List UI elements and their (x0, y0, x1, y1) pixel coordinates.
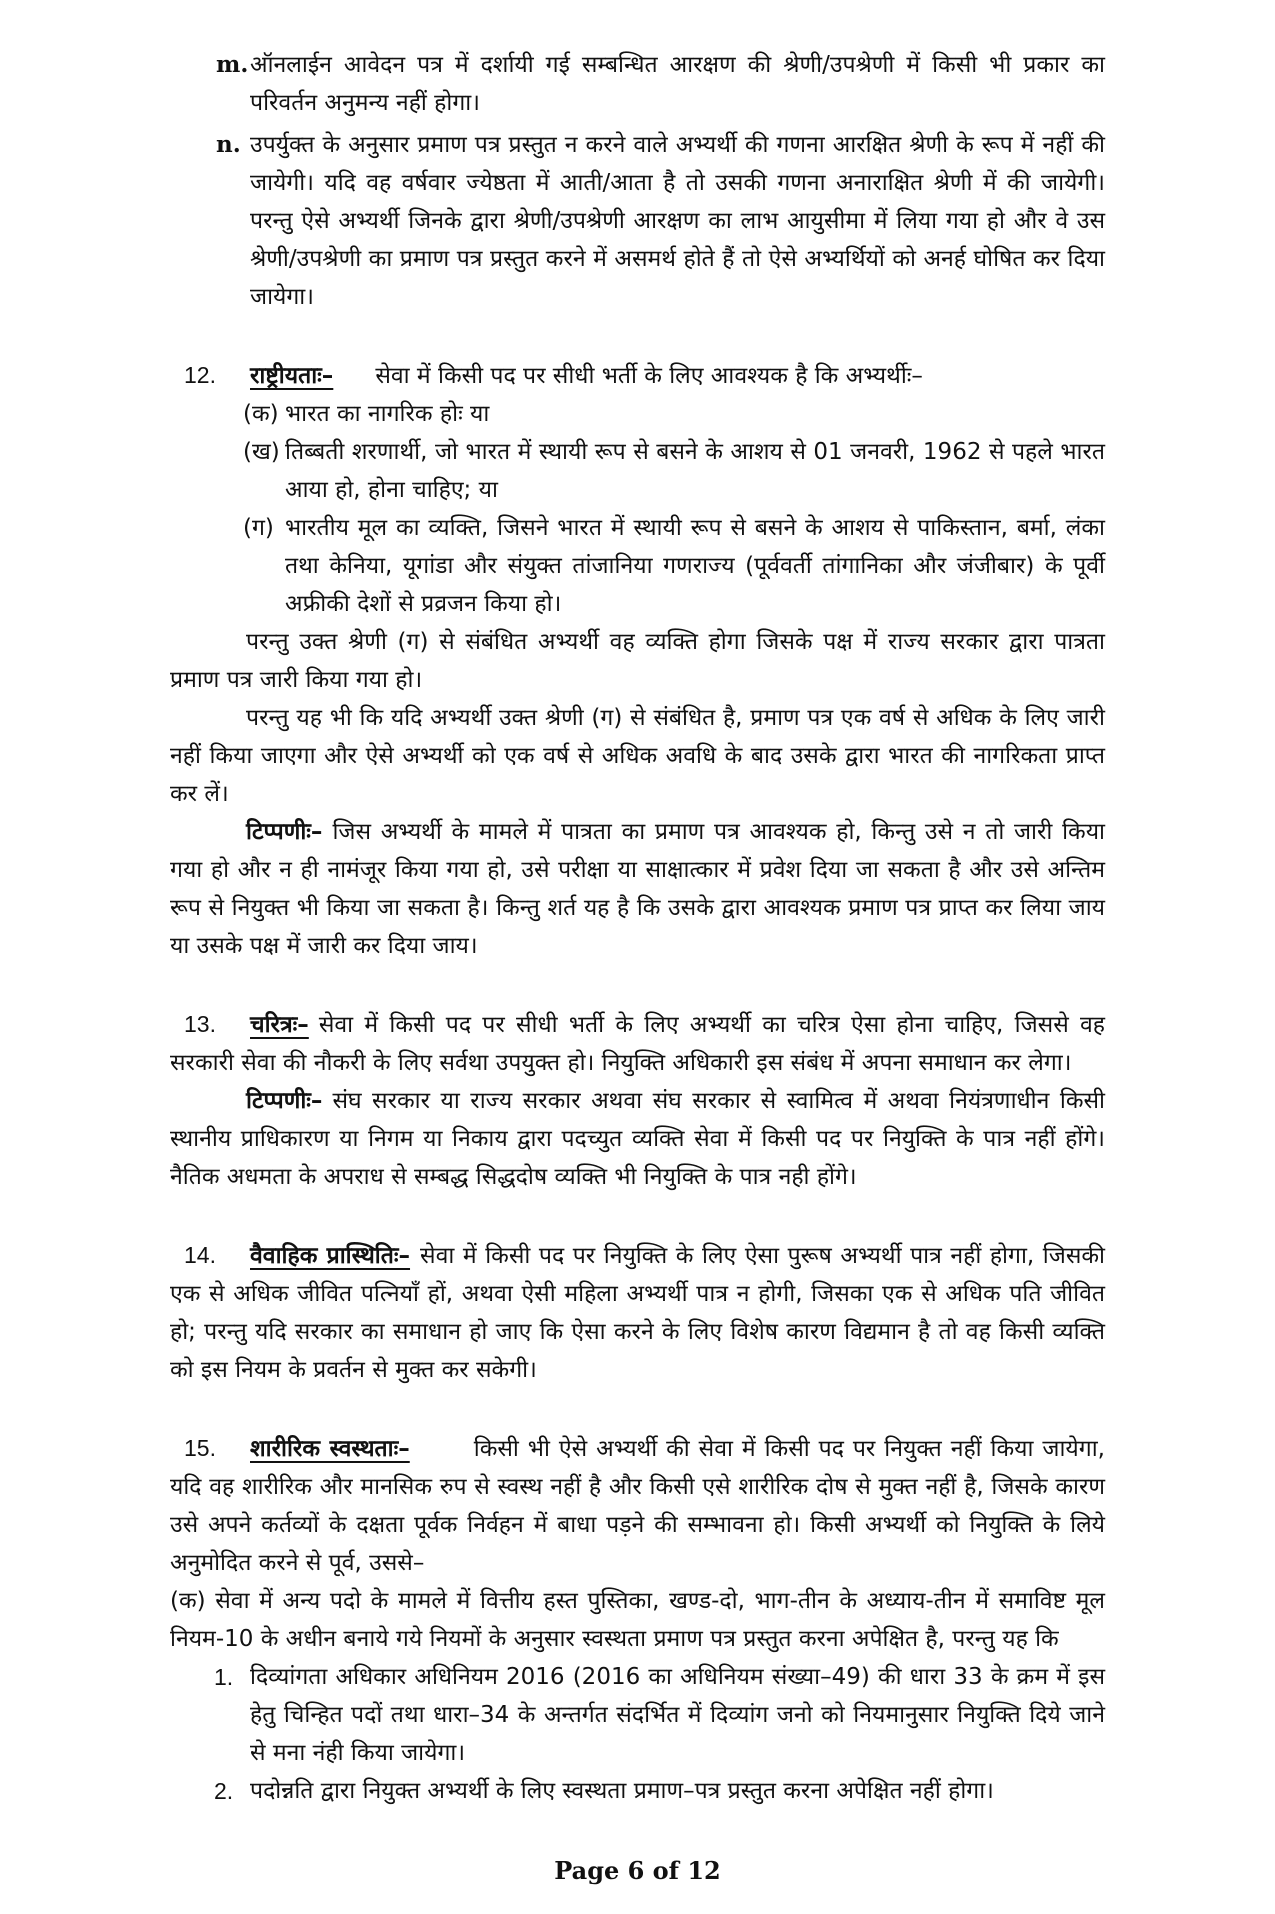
section-12-heading: राष्ट्रीयताः– (250, 363, 334, 389)
section-13-note (170, 1082, 1105, 1196)
section-12-intro-text: सेवा में किसी पद पर सीधी भर्ती के लिए आवश्यक है कि अभ्यर्थीः– (375, 363, 923, 389)
section-13-heading: चरित्रः– (250, 1012, 309, 1038)
page-footer: Page 6 of 12 (554, 1856, 721, 1885)
section-15-body-text: किसी भी ऐसे अभ्यर्थी की सेवा में किसी पद पर नियुक्त नहीं किया जायेगा, यदि वह शारीरिक और मानसिक रुप से स्वस्थ नहीं है और किसी एसे शारीरिक दोष से मुक्त नहीं है, जिसके कारण उसे अपने कर्तव्यों के दक्षता पूर्वक निर्वहन में बाधा पड़ने की सम्भावना हो। किसी अभ्यर्थी को नियुक्ति के लिये अनुमोदित करने से पूर्व, उससे– (170, 1436, 1105, 1576)
section-15-item-1-text: दिव्यांगता अधिकार अधिनियम 2016 (2016 का अधिनियम संख्या–49) की धारा 33 के क्रम में इस हेतु चिन्हित पदों तथा धारा–34 के अन्तर्गत संदर्भित में दिव्यांग जनो को नियमानुसार नियुक्ति दिये जाने से मना नंही किया जायेगा। (250, 1664, 1105, 1766)
section-13-body-text: सेवा में किसी पद पर सीधी भर्ती के लिए अभ्यर्थी का चरित्र ऐसा होना चाहिए, जिससे वह सरकारी सेवा की नौकरी के लिए सर्वथा उपयुक्त हो। नियुक्ति अधिकारी इस संबंध में अपना समाधान कर लेगा। (170, 1012, 1105, 1076)
section-15-heading: शारीरिक स्वस्थताः– (250, 1436, 410, 1462)
section-12-note-text: जिस अभ्यर्थी के मामले में पात्रता का प्रमाण पत्र आवश्यक हो, किन्तु उसे न तो जारी किया गया हो और न ही नामंजूर किया गया हो, उसे परीक्षा या साक्षात्कार में प्रवेश दिया जा सकता है और उसे अन्तिम रूप से नियुक्त भी किया जा सकता है। किन्तु शर्त यह है कि उसके द्वारा आवश्यक प्रमाण पत्र प्राप्त कर लिया जाय या उसके पक्ष में जारी कर दिया जाय। (170, 819, 1105, 959)
section-12-item-ka-text: भारत का नागरिक होः या (285, 401, 490, 427)
section-15-item-2 (170, 1772, 1105, 1810)
section-14-body-text: सेवा में किसी पद पर नियुक्ति के लिए ऐसा पुरूष अभ्यर्थी पात्र नहीं होगा, जिसकी एक से अधिक जीवित पत्नियाँ हों, अथवा ऐसी महिला अभ्यर्थी पात्र न होगी, जिसका एक से अधिक पति जीवित हो; परन्तु यदि सरकार का समाधान हो जाए कि ऐसा करने के लिए विशेष कारण विद्यमान है तो वह किसी व्यक्ति को इस नियम के प्रवर्तन से मुक्त कर सकेगी। (170, 1243, 1105, 1383)
section-12-item-ga-marker: (ग) (243, 515, 274, 541)
section-13-note-label: टिप्पणीः– (246, 1088, 323, 1114)
section-12-nationality (170, 356, 1105, 965)
section-15-physical-fitness (170, 1429, 1105, 1810)
section-12-intro-paragraph (170, 356, 1105, 395)
section-15-number: 15. (184, 1435, 216, 1461)
section-13-note-text: संघ सरकार या राज्य सरकार अथवा संघ सरकार से स्वामित्व में अथवा नियंत्रणाधीन किसी स्थानीय प्राधिकारण या निगम या निकाय द्वारा पदच्युत व्यक्ति सेवा में किसी पद पर नियुक्ति के पात्र नहीं होंगे। नैतिक अधमता के अपराध से सम्बद्ध सिद्धदोष व्यक्ति भी नियुक्ति के पात्र नही होंगे। (170, 1088, 1105, 1190)
section-15-item-2-text: पदोन्नति द्वारा नियुक्त अभ्यर्थी के लिए स्वस्थता प्रमाण–पत्र प्रस्तुत करना अपेक्षित नहीं होगा। (250, 1778, 994, 1804)
section-14-number: 14. (184, 1242, 216, 1268)
section-12-item-ka (170, 395, 1105, 433)
section-12-proviso-2: परन्तु यह भी कि यदि अभ्यर्थी उक्त श्रेणी (ग) से संबंधित है, प्रमाण पत्र एक वर्ष से अधिक के लिए जारी नहीं किया जाएगा और ऐसे अभ्यर्थी को एक वर्ष से अधिक अवधि के बाद उसके द्वारा भारत की नागरिकता प्राप्त कर लें। (170, 705, 1105, 807)
list-marker-n: n. (216, 131, 241, 158)
section-14-marital-status (170, 1236, 1105, 1389)
section-13-paragraph (170, 1005, 1105, 1082)
list-item-n-text: उपर्युक्त के अनुसार प्रमाण पत्र प्रस्तुत न करने वाले अभ्यर्थी की गणना आरक्षित श्रेणी के रूप में नहीं की जायेगी। यदि वह वर्षवार ज्येष्ठता में आती/आता है तो उसकी गणना अनाराक्षित श्रेणी में की जायेगी। परन्तु ऐसे अभ्यर्थी जिनके द्वारा श्रेणी/उपश्रेणी आरक्षण का लाभ आयुसीमा में लिया गया हो और वे उस श्रेणी/उपश्रेणी का प्रमाण पत्र प्रस्तुत करने में असमर्थ होते हैं तो ऐसे अभ्यर्थियों को अनर्ह घोषित कर दिया जायेगा। (250, 132, 1105, 310)
section-12-item-ga-text: भारतीय मूल का व्यक्ति, जिसने भारत में स्थायी रूप से बसने के आशय से पाकिस्तान, बर्मा, लंका तथा केनिया, यूगांडा और संयुक्त तांजानिया गणराज्य (पूर्ववर्ती तांगानिका और जंजीबार) के पूर्वी अफ्रीकी देशों से प्रव्रजन किया हो। (285, 515, 1105, 617)
section-12-item-ga (170, 509, 1105, 623)
list-item-n (170, 126, 1105, 316)
section-12-note (170, 813, 1105, 965)
list-item-m-text: ऑनलाईन आवेदन पत्र में दर्शायी गई सम्बन्धित आरक्षण की श्रेणी/उपश्रेणी में किसी भी प्रकार का परिवर्तन अनुमन्य नहीं होगा। (250, 52, 1105, 116)
section-12-item-kha-marker: (ख) (243, 439, 280, 465)
section-12-item-ka-marker: (क) (243, 401, 279, 427)
section-12-note-label: टिप्पणीः– (246, 819, 323, 845)
section-12-proviso-1: परन्तु उक्त श्रेणी (ग) से संबंधित अभ्यर्थी वह व्यक्ति होगा जिसके पक्ष में राज्य सरकार द्वारा पात्रता प्रमाण पत्र जारी किया गया हो। (170, 629, 1105, 693)
section-13-character (170, 1005, 1105, 1196)
section-12-number: 12. (184, 362, 216, 388)
section-15-item-2-marker: 2. (214, 1778, 234, 1804)
list-marker-m: m. (216, 51, 249, 78)
section-13-number: 13. (184, 1011, 216, 1037)
section-15-clause-ka: (क) सेवा में अन्य पदो के मामले में वित्तीय हस्त पुस्तिका, खण्ड-दो, भाग-तीन के अध्याय-तीन में समाविष्ट मूल नियम-10 के अधीन बनाये गये नियमों के अनुसार स्वस्थता प्रमाण पत्र प्रस्तुत करना अपेक्षित है, परन्तु यह कि (170, 1588, 1105, 1652)
list-item-m (170, 46, 1105, 122)
section-15-item-1 (170, 1658, 1105, 1772)
section-15-item-1-marker: 1. (214, 1664, 234, 1690)
section-14-paragraph (170, 1236, 1105, 1389)
section-12-item-kha (170, 433, 1105, 509)
section-12-item-kha-text: तिब्बती शरणार्थी, जो भारत में स्थायी रूप से बसने के आशय से 01 जनवरी, 1962 से पहले भारत आया हो, होना चाहिए; या (285, 439, 1105, 503)
section-15-paragraph (170, 1429, 1105, 1582)
section-14-heading: वैवाहिक प्रास्थितिः– (250, 1243, 411, 1269)
document-page (170, 46, 1105, 1890)
